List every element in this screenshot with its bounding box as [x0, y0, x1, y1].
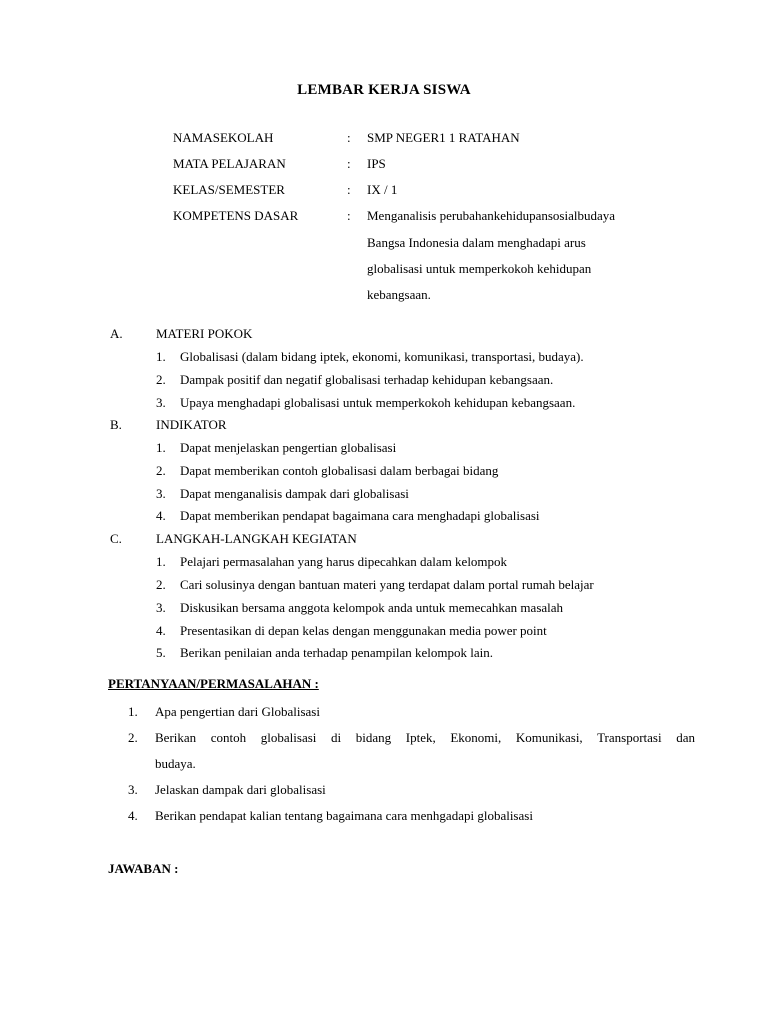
question-number: 3. [128, 782, 138, 797]
list-item-number: 2. [156, 372, 166, 387]
list-item: Dapat memberikan pendapat bagaimana cara menghadapi globalisasi [180, 508, 540, 523]
list-item-number: 1. [156, 349, 166, 364]
identity-colon: : [347, 182, 351, 197]
identity-colon: : [347, 208, 351, 223]
list-item: Upaya menghadapi globalisasi untuk memperkokoh kehidupan kebangsaan. [180, 395, 576, 410]
list-item-number: 4. [156, 623, 166, 638]
identity-row-class [0, 183, 768, 201]
list-item-number: 2. [156, 463, 166, 478]
answer-heading: JAWABAN : [108, 861, 179, 876]
identity-row-school [0, 131, 768, 149]
list-item-number: 5. [156, 645, 166, 660]
question-text: Jelaskan dampak dari globalisasi [155, 782, 326, 797]
list-item-number: 3. [156, 600, 166, 615]
identity-value: IPS [367, 156, 386, 171]
section-heading: MATERI POKOK [156, 326, 253, 341]
identity-value: IX / 1 [367, 182, 398, 197]
section-letter: B. [110, 417, 122, 432]
identity-colon: : [347, 130, 351, 145]
list-item: Cari solusinya dengan bantuan materi yang terdapat dalam portal rumah belajar [180, 577, 594, 592]
list-item: Dapat memberikan contoh globalisasi dalam berbagai bidang [180, 463, 499, 478]
list-item: Berikan penilaian anda terhadap penampilan kelompok lain. [180, 645, 493, 660]
page-title: LEMBAR KERJA SISWA [297, 82, 471, 98]
identity-colon: : [347, 156, 351, 171]
list-item-number: 3. [156, 486, 166, 501]
competency-continuation: globalisasi untuk memperkokoh kehidupan [367, 261, 592, 276]
list-item-number: 1. [156, 554, 166, 569]
identity-row-subject [0, 157, 768, 175]
question-number: 4. [128, 808, 138, 823]
question-text: Berikan pendapat kalian tentang bagaimana cara menhgadapi globalisasi [155, 808, 533, 823]
section-letter: C. [110, 531, 122, 546]
questions-heading: PERTANYAAN/PERMASALAHAN : [108, 676, 319, 691]
question-text-continuation: budaya. [155, 756, 196, 771]
list-item-number: 3. [156, 395, 166, 410]
identity-value: SMP NEGER1 1 RATAHAN [367, 130, 520, 145]
section-letter: A. [110, 326, 123, 341]
section-heading: LANGKAH-LANGKAH KEGIATAN [156, 531, 357, 546]
list-item: Presentasikan di depan kelas dengan menggunakan media power point [180, 623, 547, 638]
list-item: Dampak positif dan negatif globalisasi terhadap kehidupan kebangsaan. [180, 372, 554, 387]
list-item-number: 4. [156, 508, 166, 523]
question-text: Berikan contoh globalisasi di bidang Iptek, Ekonomi, Komunikasi, Transportasi dan [155, 730, 695, 745]
identity-label: KELAS/SEMESTER [173, 182, 285, 197]
identity-label: MATA PELAJARAN [173, 156, 286, 171]
question-text: Apa pengertian dari Globalisasi [155, 704, 320, 719]
competency-continuation: kebangsaan. [367, 287, 431, 302]
identity-label: NAMASEKOLAH [173, 130, 274, 145]
question-number: 1. [128, 704, 138, 719]
list-item: Globalisasi (dalam bidang iptek, ekonomi, komunikasi, transportasi, budaya). [180, 349, 584, 364]
identity-row-competency [0, 209, 768, 227]
competency-continuation: Bangsa Indonesia dalam menghadapi arus [367, 235, 586, 250]
identity-label: KOMPETENS DASAR [173, 208, 299, 223]
list-item: Dapat menjelaskan pengertian globalisasi [180, 440, 397, 455]
list-item-number: 2. [156, 577, 166, 592]
list-item: Pelajari permasalahan yang harus dipecahkan dalam kelompok [180, 554, 508, 569]
list-item: Diskusikan bersama anggota kelompok anda untuk memecahkan masalah [180, 600, 564, 615]
list-item: Dapat menganalisis dampak dari globalisasi [180, 486, 409, 501]
list-item-number: 1. [156, 440, 166, 455]
question-number: 2. [128, 730, 138, 745]
section-heading: INDIKATOR [156, 417, 227, 432]
identity-value: Menganalisis perubahankehidupansosialbudaya [367, 208, 616, 223]
